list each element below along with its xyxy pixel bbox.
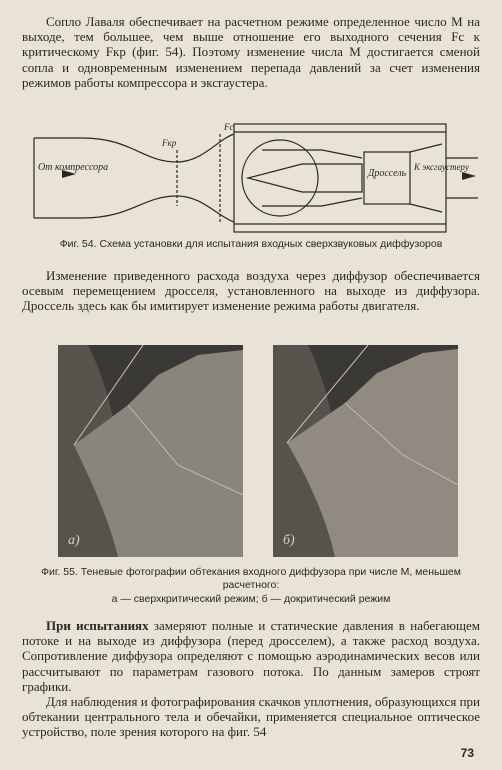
label-inlet: От компрессора — [38, 162, 109, 173]
label-fkr: Fкр — [162, 138, 177, 148]
paragraph-measurements-text: замеряют полные и статические давления в набегающем потоке и на выходе из диффузора (перед дросселем), а также расход воздуха. Сопротивление диффузора определяют с помощью аэродинамических весов или рассчитывают по параметрам газового потока. По данным замеров строят графики. — [22, 618, 480, 694]
paragraph-lead-phrase: При испытаниях — [46, 618, 149, 633]
shadow-photo-a — [58, 345, 243, 557]
photo-a-label: а) — [68, 533, 80, 548]
figure-55-caption-line1: Фиг. 55. Теневые фотографии обтекания входного диффузора при числе M, меньшем расчетного: — [41, 566, 461, 591]
photo-b-label: б) — [283, 533, 295, 548]
paragraph-optics: Для наблюдения и фотографирования скачков уплотнения, образующихся при обтекании центрального тела и обечайки, применяется специальное оптическое устройство, поле зрения которого на фиг. 54 — [22, 694, 480, 740]
figure-55-caption-line2: а — сверхкритический режим; б — докритический режим — [111, 593, 391, 605]
page-number: 73 — [460, 746, 474, 760]
label-fc: Fc — [224, 122, 234, 132]
paragraph-throttle: Изменение приведенного расхода воздуха через диффузор обеспечивается осевым перемещением дросселя, установленного на выходе из диффузора. Дроссель здесь как бы имитирует изменение режима работы двигателя. — [22, 268, 480, 314]
test-rig-diagram — [22, 110, 482, 240]
figure-54-caption: Фиг. 54. Схема установки для испытания входных сверхзвуковых диффузоров — [59, 238, 443, 250]
shadow-photo-b — [273, 345, 458, 557]
label-throttle: Дроссель — [368, 168, 407, 179]
figure-54-schematic — [22, 110, 482, 240]
paragraph-nozzle: Сопло Лаваля обеспечивает на расчетном режиме определенное число M на выходе, тем большее, чем выше отношение его выходного сечения Fc к критическому Fкр (фиг. 54). Поэтому изменение числа M достигается сменой сопла и одновременным изменением перепада давлений за счет изменения режимов работы компрессора и эксгаустера. — [22, 14, 480, 90]
label-exhaust: К эксгаустеру — [414, 162, 469, 172]
paragraph-measurements — [22, 618, 480, 694]
